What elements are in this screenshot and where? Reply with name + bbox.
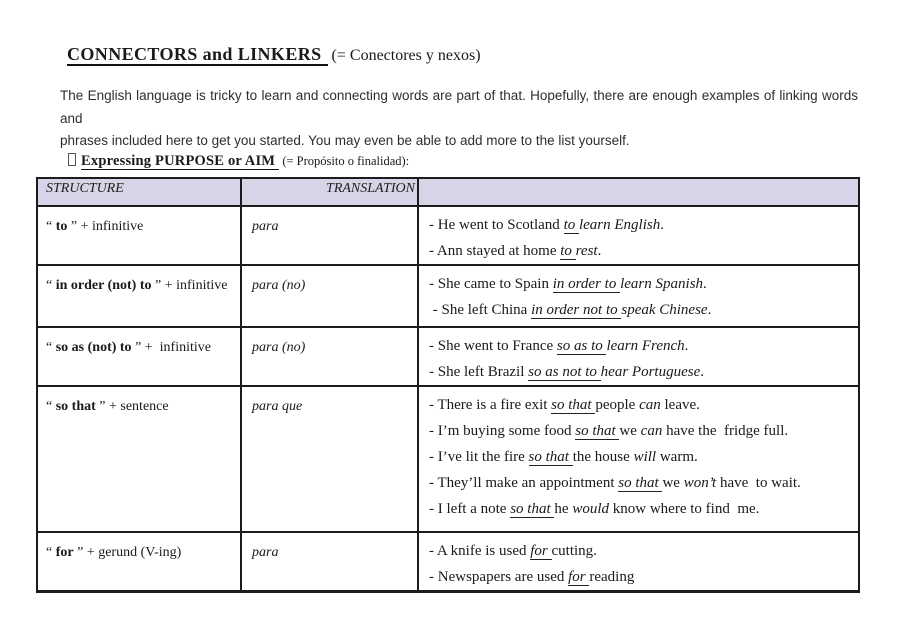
text-segment: ” + infinitive (151, 278, 228, 293)
structure-cell (37, 265, 241, 327)
translation-cell: para que (241, 386, 418, 532)
intro-line: phrases included here to get you started. You may even be able to add more to the list yourself. (60, 133, 630, 148)
example-line (429, 212, 856, 238)
translation-cell: para (241, 206, 418, 265)
text-segment: so that (55, 399, 96, 414)
text-segment: . (703, 276, 707, 292)
example-line (429, 333, 856, 359)
text-segment: in order (not) to (55, 278, 152, 293)
connector-highlight: to (560, 243, 576, 259)
text-segment: “ (46, 340, 56, 355)
translation-cell: para (241, 532, 418, 592)
text-segment: - I left a note (429, 501, 511, 517)
page-title-suffix (328, 47, 481, 64)
examples-cell (418, 327, 859, 386)
text-segment: rest (575, 243, 598, 259)
text-segment: leave. (660, 397, 700, 413)
text-segment: he (554, 501, 573, 517)
structure-cell (37, 386, 241, 532)
table-header-structure: STRUCTURE (37, 178, 241, 206)
text-segment: . (700, 364, 704, 380)
text-segment: “ (46, 278, 56, 293)
text-segment: have to wait. (716, 475, 801, 491)
text-segment: have the fridge full. (662, 423, 789, 439)
text-segment: - She went to France (429, 338, 557, 354)
text-segment: so as (not) to (55, 340, 132, 355)
table-row (37, 265, 859, 327)
table-row (37, 327, 859, 386)
text-segment: ” + gerund (V-ing) (73, 545, 182, 560)
text-segment: people (595, 397, 640, 413)
text-segment: cutting. (551, 543, 597, 559)
bullet-square-icon (68, 153, 76, 166)
text-segment: to (55, 219, 68, 234)
intro-line: The English language is tricky to learn and connecting words are part of that. Hopefully, there are enough examples of linking words and (60, 88, 858, 126)
intro-paragraph (60, 85, 858, 153)
page-title-suffix-text: (= Conectores y nexos) (331, 47, 481, 64)
connector-highlight: so that (551, 397, 596, 413)
connector-highlight: so as not to (528, 364, 601, 380)
section-suffix-text: (= Propósito o finalidad): (282, 154, 410, 168)
example-line (429, 297, 856, 323)
text-segment: “ (46, 545, 56, 560)
structure-cell (37, 532, 241, 592)
table-header-translation: TRANSLATION (241, 178, 418, 206)
page-title (67, 44, 481, 65)
examples-cell (418, 386, 859, 532)
example-line (429, 564, 856, 590)
text-segment: - She came to Spain (429, 276, 553, 292)
example-line (429, 444, 856, 470)
text-segment: - He went to Scotland (429, 217, 564, 233)
connector-highlight: for (568, 569, 590, 585)
text-segment: the house (572, 449, 634, 465)
connector-highlight: to (563, 217, 579, 233)
text-segment: for (55, 545, 74, 560)
examples-cell (418, 206, 859, 265)
example-line (429, 470, 856, 496)
section-heading (68, 152, 409, 170)
text-segment: . (660, 217, 664, 233)
examples-cell (418, 532, 859, 592)
text-segment: learn French (606, 338, 685, 354)
page-title-main: CONNECTORS and LINKERS (67, 44, 328, 66)
example-line (429, 496, 856, 522)
example-line (429, 418, 856, 444)
section-suffix (279, 154, 409, 168)
structure-cell (37, 206, 241, 265)
text-segment: hear Portuguese (600, 364, 701, 380)
example-line (429, 271, 856, 297)
structure-cell (37, 327, 241, 386)
example-line (429, 238, 856, 264)
text-segment: ” + infinitive (67, 219, 144, 234)
table-row (37, 206, 859, 265)
text-segment: - A knife is used (429, 543, 531, 559)
text-segment: learn Spanish (620, 276, 704, 292)
examples-cell (418, 265, 859, 327)
text-segment: “ (46, 399, 56, 414)
text-segment: will (633, 449, 657, 465)
connector-highlight: so that (510, 501, 555, 517)
text-segment: know where to find me. (609, 501, 760, 517)
text-segment: . (597, 243, 602, 259)
section-title: Expressing PURPOSE or AIM (81, 153, 279, 170)
connector-highlight: so as to (556, 338, 607, 354)
translation-cell: para (no) (241, 327, 418, 386)
text-segment: - I’ve lit the fire (429, 449, 529, 465)
text-segment: - They’ll make an appointment (429, 475, 619, 491)
example-line (429, 538, 856, 564)
text-segment: ” + sentence (95, 399, 169, 414)
text-segment: speak Chinese (621, 302, 708, 318)
connector-highlight: so that (528, 449, 573, 465)
text-segment: reading (589, 569, 635, 585)
example-line (429, 392, 856, 418)
text-segment: - Newspapers are used (429, 569, 569, 585)
example-line (429, 359, 856, 385)
text-segment: would (572, 501, 610, 517)
text-segment: learn English (578, 217, 661, 233)
text-segment: . (707, 302, 712, 318)
text-segment: ” + infinitive (131, 340, 211, 355)
text-segment: . (684, 338, 689, 354)
connector-highlight: for (530, 543, 552, 559)
table-row (37, 532, 859, 592)
text-segment: - She left China (429, 302, 532, 318)
text-segment: - There is a fire exit (429, 397, 552, 413)
text-segment: can (639, 397, 661, 413)
text-segment: won’t (683, 475, 717, 491)
translation-cell: para (no) (241, 265, 418, 327)
text-segment: warm. (656, 449, 698, 465)
table-header-row (37, 178, 859, 206)
text-segment: we (619, 423, 641, 439)
connector-highlight: in order not to (531, 302, 622, 318)
text-segment: - Ann stayed at home (429, 243, 561, 259)
connector-highlight: so that (618, 475, 663, 491)
text-segment: - She left Brazil (429, 364, 529, 380)
connector-highlight: in order to (552, 276, 621, 292)
table-row (37, 386, 859, 532)
text-segment: can (640, 423, 663, 439)
text-segment: - I’m buying some food (429, 423, 576, 439)
connector-highlight: so that (575, 423, 620, 439)
connectors-table (36, 177, 860, 593)
text-segment: “ (46, 219, 56, 234)
table-header-examples (418, 178, 859, 206)
text-segment: we (662, 475, 684, 491)
